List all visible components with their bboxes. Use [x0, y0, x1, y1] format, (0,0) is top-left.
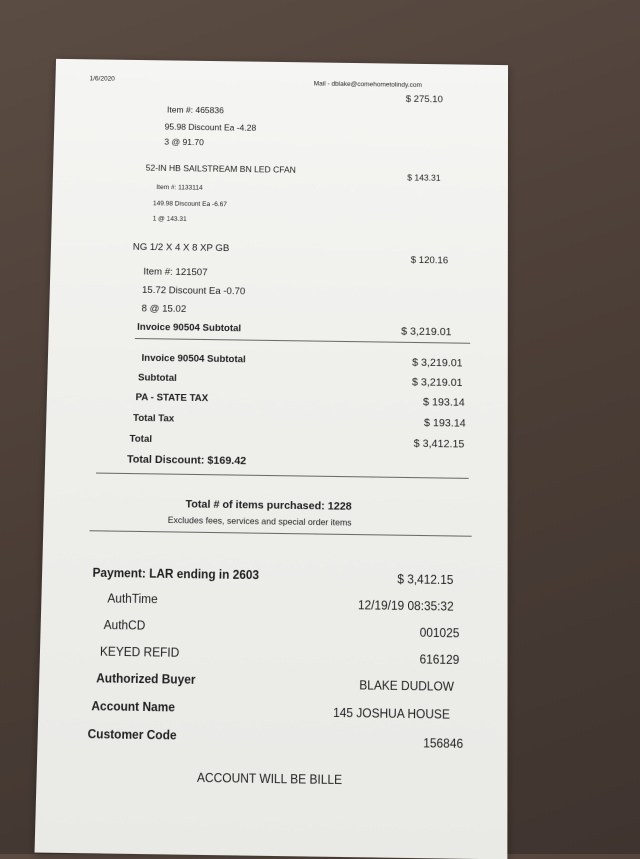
auth-time-value: 12/19/19 08:35:32 [357, 599, 454, 614]
totals-value: $ 3,219.01 [411, 376, 463, 390]
keyed-refid-value: 616129 [419, 653, 460, 668]
billing-note: ACCOUNT WILL BE BILLE [196, 772, 343, 788]
items-count: Total # of items purchased: 1228 [185, 497, 352, 513]
totals-label: Subtotal [137, 372, 177, 385]
totals-label: Invoice 90504 Subtotal [141, 352, 246, 366]
item-discount: 149.98 Discount Ea -6.67 [152, 200, 227, 209]
item-name: 52-IN HB SAILSTREAM BN LED CFAN [145, 162, 296, 175]
totals-value: $ 193.14 [423, 416, 466, 430]
invoice-subtotal-label: Invoice 90504 Subtotal [137, 321, 242, 335]
account-name-label: Account Name [91, 700, 176, 715]
auth-cd-label: AuthCD [103, 619, 146, 633]
divider [135, 338, 470, 344]
item-qty: 1 @ 143.31 [152, 215, 187, 223]
totals-value: $ 3,219.01 [412, 356, 463, 370]
payment-amount: $ 3,412.15 [397, 573, 454, 588]
item-amount: $ 143.31 [407, 172, 441, 183]
authorized-buyer-value: BLAKE DUDLOW [359, 679, 455, 694]
item-number: Item #: 1133114 [156, 183, 203, 192]
item-qty: 3 @ 91.70 [164, 136, 204, 148]
print-date: 1/6/2020 [89, 75, 115, 83]
divider [96, 473, 469, 479]
totals-value: $ 3,412.15 [413, 437, 465, 451]
customer-code-value: 156846 [423, 737, 464, 752]
totals-label: Total [129, 433, 153, 446]
item-qty: 8 @ 15.02 [141, 303, 187, 316]
totals-value: $ 193.14 [423, 395, 465, 409]
receipt-page [35, 59, 508, 859]
item-number: Item #: 121507 [143, 266, 208, 279]
total-discount: Total Discount: $169.42 [126, 453, 247, 468]
item-name: NG 1/2 X 4 X 8 XP GB [132, 241, 230, 255]
mail-header: Mail - dblake@comehometolindy.com [313, 80, 422, 89]
divider [89, 530, 471, 537]
items-count-note: Excludes fees, services and special order items [167, 514, 352, 528]
totals-label: PA - STATE TAX [135, 391, 209, 405]
account-name-value: 145 JOSHUA HOUSE [333, 707, 450, 722]
payment-label: Payment: LAR ending in 2603 [92, 567, 260, 583]
keyed-refid-label: KEYED REFID [99, 646, 180, 660]
customer-code-label: Customer Code [87, 728, 177, 743]
invoice-subtotal-value: $ 3,219.01 [401, 325, 452, 339]
auth-cd-value: 001025 [419, 627, 460, 641]
carried-amount: $ 275.10 [405, 93, 443, 106]
auth-time-label: AuthTime [107, 592, 158, 607]
item-number: Item #: 465836 [166, 104, 224, 116]
authorized-buyer-label: Authorized Buyer [96, 672, 196, 688]
item-amount: $ 120.16 [410, 254, 449, 267]
totals-label: Total Tax [132, 412, 175, 425]
item-discount: 15.72 Discount Ea -0.70 [141, 284, 246, 298]
item-discount: 95.98 Discount Ea -4.28 [164, 121, 257, 133]
